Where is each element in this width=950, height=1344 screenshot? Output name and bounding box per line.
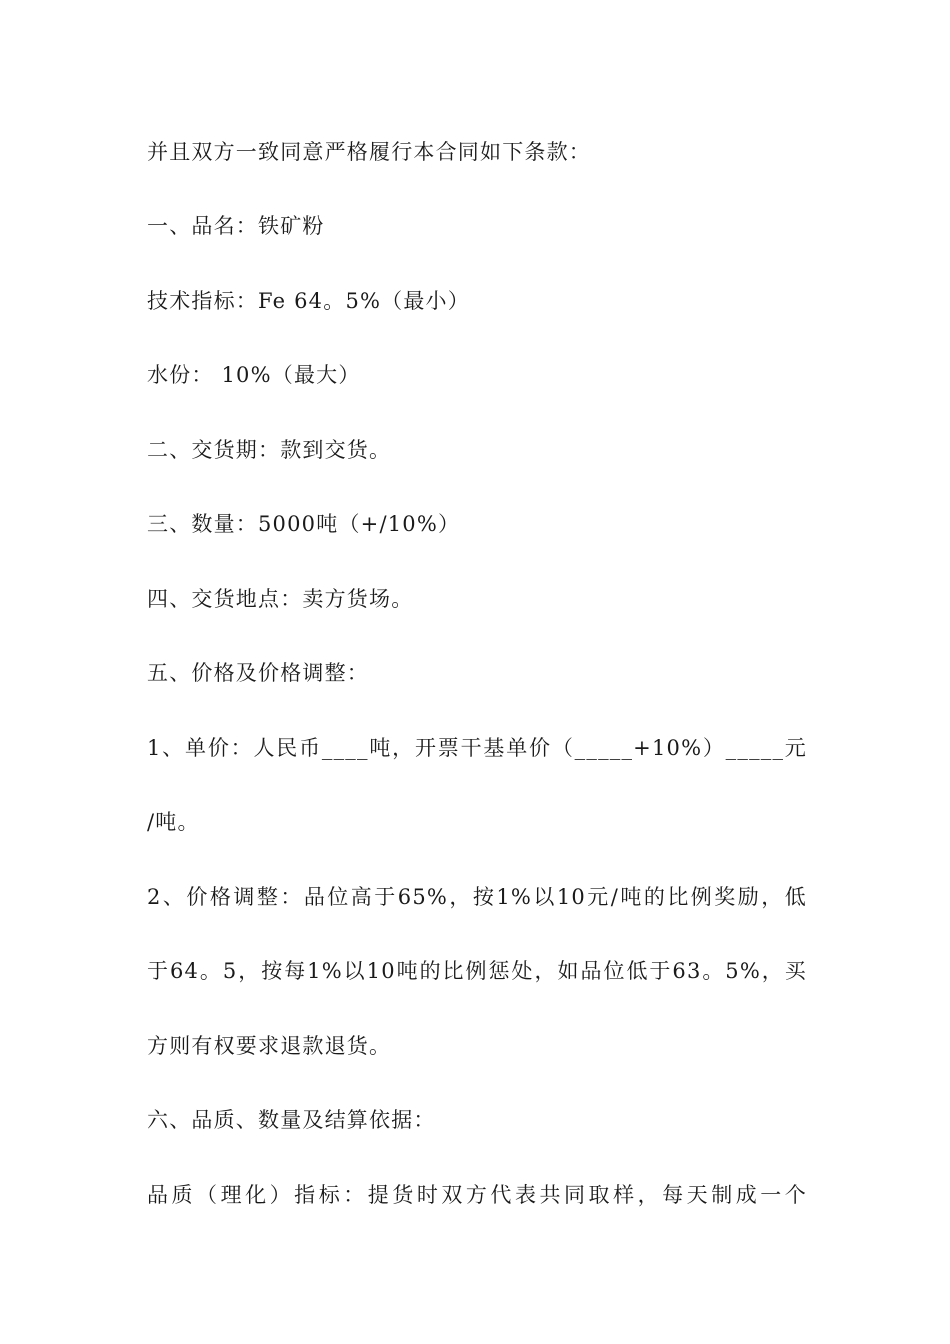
text-line-delivery-period: 二、交货期：款到交货。 <box>147 438 392 462</box>
text-line-price-adjust-1: 2、价格调整：品位高于65%，按1%以10元/吨的比例奖励，低 <box>147 885 807 909</box>
text-line-product-name: 一、品名：铁矿粉 <box>147 214 325 238</box>
text-line-quality-heading: 六、品质、数量及结算依据： <box>147 1108 436 1132</box>
text-line-price-heading: 五、价格及价格调整： <box>147 661 369 685</box>
text-line-price-adjust-3: 方则有权要求退款退货。 <box>147 1034 392 1058</box>
text-line-moisture: 水份： 10%（最大） <box>147 363 361 387</box>
text-line-quality-index: 品质（理化）指标：提货时双方代表共同取样，每天制成一个 <box>147 1183 807 1207</box>
text-line-price-adjust-2: 于64。5，按每1%以10吨的比例惩处，如品位低于63。5%，买 <box>147 959 807 983</box>
text-line-intro: 并且双方一致同意严格履行本合同如下条款： <box>147 140 591 164</box>
text-line-unit-price: 1、单价：人民币____吨，开票干基单价（_____+10%）_____元 <box>147 736 807 760</box>
text-line-technical-index: 技术指标：Fe 64。5%（最小） <box>147 289 470 313</box>
text-line-quantity: 三、数量：5000吨（+/10%） <box>147 512 461 536</box>
text-line-delivery-place: 四、交货地点：卖方货场。 <box>147 587 414 611</box>
text-line-unit-price-cont: /吨。 <box>147 810 200 834</box>
